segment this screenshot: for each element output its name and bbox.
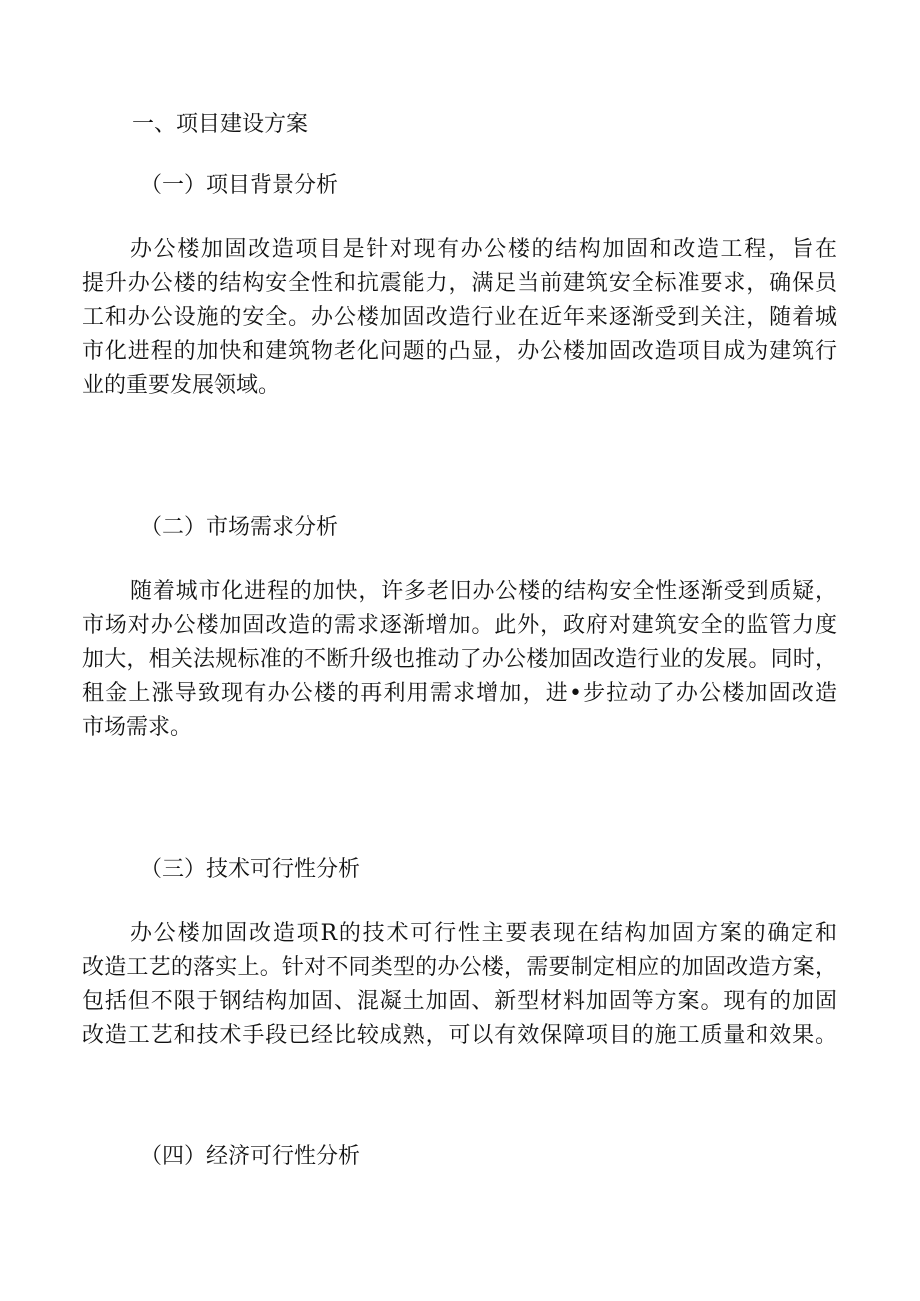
section-paragraph-technical-feasibility — [82, 917, 837, 1053]
paragraph-line: 办公楼加固改造项R的技术可行性主要表现在结构加固方案的确定和 — [130, 921, 837, 946]
paragraph-line: 随着城市化进程的加快，许多老旧办公楼的结构安全性逐渐受到质疑， — [130, 579, 837, 604]
paragraph-line: 市化进程的加快和建筑物老化问题的凸显，办公楼加固改造项目成为建筑行 — [82, 339, 837, 364]
paragraph-line: 业的重要发展领域。 — [82, 373, 281, 398]
section-paragraph-market-demand — [82, 575, 837, 745]
paragraph-line: 包括但不限于钢结构加固、混凝土加固、新型材料加固等方案。现有的加固 — [82, 989, 837, 1014]
paragraph-line: 市场需求。 — [82, 715, 193, 740]
section-heading-economic-feasibility: （四）经济可行性分析 — [140, 1144, 361, 1169]
paragraph-line: 改造工艺和技术手段已经比较成熟，可以有效保障项目的施工质量和效果。 — [82, 1023, 837, 1048]
paragraph-line: 改造工艺的落实上。针对不同类型的办公楼，需要制定相应的加固改造方案， — [82, 955, 837, 980]
paragraph-line: 市场对办公楼加固改造的需求逐渐增加。此外，政府对建筑安全的监管力度 — [82, 613, 837, 638]
paragraph-line: 办公楼加固改造项目是针对现有办公楼的结构加固和改造工程，旨在 — [130, 237, 837, 262]
section-paragraph-background — [82, 233, 837, 403]
paragraph-line: 提升办公楼的结构安全性和抗震能力，满足当前建筑安全标准要求，确保员 — [82, 271, 837, 296]
paragraph-line: 加大，相关法规标准的不断升级也推动了办公楼加固改造行业的发展。同时， — [82, 647, 837, 672]
paragraph-line: 工和办公设施的安全。办公楼加固改造行业在近年来逐渐受到关注，随着城 — [82, 305, 837, 330]
chapter-title: 一、项目建设方案 — [132, 112, 309, 137]
section-heading-market-demand: （二）市场需求分析 — [140, 515, 339, 540]
section-heading-technical-feasibility: （三）技术可行性分析 — [140, 857, 361, 882]
section-heading-background: （一）项目背景分析 — [140, 173, 339, 198]
paragraph-line: 租金上涨导致现有办公楼的再利用需求增加，进•步拉动了办公楼加固改造 — [82, 681, 837, 706]
